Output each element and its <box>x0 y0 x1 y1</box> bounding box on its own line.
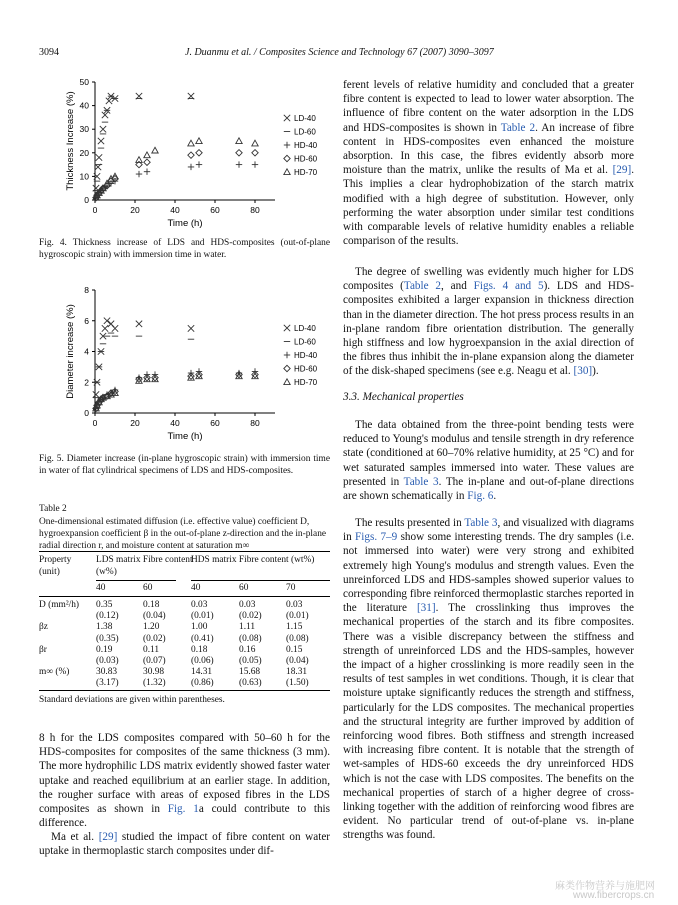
table-cell-value: (0.03) <box>96 655 119 666</box>
legend-marker <box>284 325 290 331</box>
data-point <box>136 321 142 327</box>
table-cell-value: 15.68 <box>239 667 261 678</box>
x-tick-label: 60 <box>210 205 220 215</box>
y-tick-label: 40 <box>79 100 89 111</box>
table-cell-value: 0.18 <box>143 600 160 610</box>
x-tick-label: 40 <box>170 205 180 215</box>
data-point <box>236 138 242 144</box>
data-point <box>252 161 258 167</box>
data-point <box>93 391 99 397</box>
table-cell-value: (0.05) <box>239 655 262 666</box>
table-cell-value: (0.08) <box>286 633 309 644</box>
table-sub-1: 40 <box>96 583 106 593</box>
table-cell-property <box>39 634 96 645</box>
data-point <box>236 161 242 167</box>
x-axis-label: Time (h) <box>167 431 203 442</box>
data-point <box>96 154 102 160</box>
x-tick-label: 0 <box>92 205 98 215</box>
table-cell-value: (0.04) <box>286 655 309 666</box>
figure-5-caption: Fig. 5. Diameter increase (in-plane hygroscopic strain) with immersion time in water of flat cylindrical specimens of LDS and HDS-composites. <box>39 454 330 476</box>
legend-label: HD-40 <box>294 141 318 150</box>
legend-marker <box>284 115 290 121</box>
table-footnote: Standard deviations are given within parentheses. <box>39 695 225 705</box>
watermark-line-1: 麻类作物营养与施肥网 <box>555 881 655 892</box>
data-point <box>188 164 194 170</box>
data-point <box>188 140 194 146</box>
legend-marker <box>284 365 290 371</box>
table-cell-value: 0.03 <box>286 600 303 610</box>
x-tick-label: 80 <box>250 205 260 215</box>
x-tick-label: 0 <box>92 418 98 428</box>
legend-label: HD-70 <box>294 168 318 177</box>
table-cell-value: 0.18 <box>191 644 208 655</box>
y-tick-label: 4 <box>84 346 89 357</box>
table-top-rule <box>39 551 330 552</box>
y-tick-label: 50 <box>79 77 89 87</box>
legend-label: LD-60 <box>294 337 316 347</box>
table-cell-value: 0.11 <box>143 644 160 655</box>
legend-label: HD-60 <box>294 364 318 374</box>
y-tick-label: 6 <box>84 315 89 326</box>
y-tick-label: 0 <box>84 408 89 418</box>
table-cell-value: 1.00 <box>191 622 208 633</box>
table-cell-value: 18.31 <box>286 667 308 678</box>
legend-label: LD-40 <box>294 114 316 123</box>
table-cell-property <box>39 656 96 667</box>
table-cell-value: 0.16 <box>239 644 256 655</box>
table-cell-value: (0.12) <box>96 611 119 622</box>
table-cell-value: (0.07) <box>143 655 166 666</box>
right-paragraph-4: The results presented in Table 3, and visualized with diagrams in Figs. 7–9 show some interesting trends. The dry samples (i.e. not immersed into water) were very strong and exhibited extremely high Young's modulus and strength values. Even the unreinforced LDS and HDS-samples showed superior values to corresponding fibre reinforced thermoplastic starches reported in the literature [31]. The crosslinking thus improves the mechanical properties of the starch and its fibre composites. There was a visible discrepancy between the stiffness and strength of unreinforced LDS and the HDS-samples, however the impact of a higher crosslinking is more readily seen in the results of test samples in wet conditions. Though, it is clear that moisture uptake significantly reduces the strength and stiffness, particularly for the LDS composites. The mechanical properties and the structural integrity are further improved by addition of reinforcing wood fibres. Both stiffness and strength increased with increasing fibre content. It is notable that the strength of wet-samples of HDS-60 exceeds the dry unreinforced HDS which is not the case with LDS composites. The benefits on the mechanical properties of starch of a higher degree of cross-linking together with the addition of reinforcing wood fibres are evident. No particular trend of out-of-plane vs. in-plane strengths was found. <box>343 517 635 842</box>
data-point <box>98 138 104 144</box>
watermark-line-2: www.fibercrops.cn <box>573 890 655 901</box>
table-cell-property <box>39 611 96 622</box>
table-row <box>39 645 330 656</box>
data-point <box>252 140 258 146</box>
table-cell-value: (0.01) <box>286 611 309 622</box>
x-tick-label: 40 <box>170 418 180 428</box>
table-cell-value: (1.50) <box>286 678 309 689</box>
table-cell-value: (0.63) <box>239 678 262 689</box>
table-cell-value: 14.31 <box>191 667 213 678</box>
y-tick-label: 0 <box>84 195 89 205</box>
table-cell-value: (0.04) <box>143 611 166 622</box>
table-cell-value: (0.86) <box>191 678 214 689</box>
table-cell-value: (0.35) <box>96 633 119 644</box>
table-sub-4: 60 <box>239 583 249 593</box>
table-row <box>39 611 330 622</box>
table-cell-value: (3.17) <box>96 678 119 689</box>
table-cell-property: βz <box>39 622 48 633</box>
right-paragraph-3: The data obtained from the three-point bending tests were reduced to Young's modulus and tensile strength in dry reference state (conditioned at 60–70% relative humidity, at 25 °C) and for wet saturated samples immersed into water. These values are presented in Table 3. The in-plane and out-of-plane directions are shown schematically in Fig. 6. <box>343 419 634 503</box>
data-point <box>102 325 108 331</box>
table-row <box>39 600 330 611</box>
table-head-property: Property <box>39 555 72 565</box>
right-paragraph-2: The degree of swelling was evidently much higher for LDS composites (Table 2, and Figs. 4 and 5). LDS and HDS-composites exhibited a larger expansion in thickness direction than in the diameter direction. The hot press process results in an in-plane random fibre orientation distribution. The generally high stiffness and low hygroexpansion in the axial direction of the fibres thus inhibit the in-plane expansion along the diameter of the disk-shaped specimens (see e.g. Neagu et al. [30]). <box>343 266 634 378</box>
table-row <box>39 634 330 645</box>
legend-label: LD-60 <box>294 127 316 137</box>
legend-marker <box>284 169 290 175</box>
table-sub-3: 40 <box>191 583 201 593</box>
table-2-label: Table 2 <box>39 504 67 514</box>
table-head-unit: (unit) <box>39 567 60 577</box>
data-point <box>152 147 158 153</box>
data-point <box>188 325 194 331</box>
y-tick-label: 10 <box>79 171 89 182</box>
data-point <box>144 168 150 174</box>
table-row <box>39 656 330 667</box>
table-cell-value: (0.02) <box>143 633 166 644</box>
table-cell-property <box>39 678 96 689</box>
y-axis-label: Thickness Increase (%) <box>65 91 76 191</box>
table-sub-2: 60 <box>143 583 153 593</box>
x-tick-label: 80 <box>250 418 260 428</box>
data-point <box>144 152 150 158</box>
table-cell-value: (0.08) <box>239 633 262 644</box>
legend-label: HD-70 <box>294 378 318 387</box>
table-cell-property: m∞ (%) <box>39 667 70 678</box>
table-header-rule <box>39 596 330 597</box>
data-point <box>196 150 202 156</box>
table-cell-value: (1.32) <box>143 678 166 689</box>
figure-4-chart <box>55 70 335 230</box>
table-head-hds: HDS matrix Fibre content (wt%) <box>191 555 315 565</box>
table-cell-value: (0.06) <box>191 655 214 666</box>
left-paragraph-1: 8 h for the LDS composites compared with 50–60 h for the HDS-composites for composites of the same thickness (3 mm). The more hydrophilic LDS matrix evidently showed faster water uptake and reached equilibrium at an earlier stage. In addition, the rougher surface with areas of exposed fibres in the LDS composites as shown in Fig. 1a could contribute to this difference. <box>39 732 331 830</box>
table-cell-value: 1.11 <box>239 622 256 633</box>
y-tick-label: 2 <box>84 377 89 388</box>
legend-marker <box>284 155 290 161</box>
y-tick-label: 30 <box>79 124 89 135</box>
table-cell-value: 0.35 <box>96 600 113 610</box>
table-cell-value: 0.03 <box>239 600 256 610</box>
table-cell-value: (0.01) <box>191 611 214 622</box>
data-point <box>236 150 242 156</box>
table-cell-value: 1.20 <box>143 622 160 633</box>
table-cell-value: 30.98 <box>143 667 165 678</box>
left-paragraph-2: Ma et al. [29] studied the impact of fibre content on water uptake in thermoplastic starch composites under dif- <box>39 831 331 858</box>
table-head-lds: LDS matrix Fibre content (w%) <box>96 555 193 577</box>
table-cell-value: (0.41) <box>191 633 214 644</box>
data-point <box>196 161 202 167</box>
y-tick-label: 8 <box>84 285 89 295</box>
data-point <box>144 159 150 165</box>
page-number: 3094 <box>39 47 59 58</box>
table-cell-value: 30.83 <box>96 667 118 678</box>
table-lds-rule <box>96 580 176 581</box>
table-row <box>39 622 330 633</box>
legend-label: HD-60 <box>294 154 318 164</box>
x-tick-label: 60 <box>210 418 220 428</box>
table-body <box>39 600 330 690</box>
legend-label: LD-40 <box>294 324 316 333</box>
table-cell-value: 0.03 <box>191 600 208 610</box>
running-title: J. Duanmu et al. / Composites Science and Technology 67 (2007) 3090–3097 <box>185 47 494 58</box>
section-heading: 3.3. Mechanical properties <box>343 391 464 403</box>
table-row <box>39 678 330 689</box>
data-point <box>112 325 118 331</box>
table-cell-value: (0.02) <box>239 611 262 622</box>
data-point <box>100 126 106 132</box>
table-cell-value: 0.15 <box>286 644 303 655</box>
table-2-caption: One-dimensional estimated diffusion (i.e. effective value) coefficient D, hygroexpansion coefficient β in the out-of-plane z-direction and the in-plane radial direction r, and moisture content at saturation m∞ <box>39 517 327 551</box>
table-cell-value: 1.15 <box>286 622 303 633</box>
figure-5-chart <box>55 280 335 445</box>
legend-marker <box>284 142 290 148</box>
table-row <box>39 667 330 678</box>
table-bottom-rule <box>39 690 330 691</box>
data-point <box>104 318 110 324</box>
legend-marker <box>284 352 290 358</box>
table-cell-value: 0.19 <box>96 644 113 655</box>
data-point <box>196 138 202 144</box>
table-cell-property: βr <box>39 644 47 655</box>
right-paragraph-1: ferent levels of relative humidity and concluded that a greater fibre content is expected to lead to lower water absorption. The influence of fibre content on the water adsorption in the LDS and HDS-composites is shown in Table 2. An increase of fibre content in HDS-composites even enhanced the moisture absorption. In this case, the fibres evidently absorb more moisture than the matrix, unlike the results of Ma et al. [29]. This implies a clear hydrophobization of the starch matrix modified with a high degree of substitution. However, only performing the water absorption under similar test conditions with comparable levels of relative humidity enables a reliable comparison of the results. <box>343 79 634 248</box>
data-point <box>252 150 258 156</box>
data-point <box>136 171 142 177</box>
x-tick-label: 20 <box>130 205 140 215</box>
table-hds-rule <box>191 580 330 581</box>
table-sub-5: 70 <box>286 583 296 593</box>
x-axis-label: Time (h) <box>167 218 203 229</box>
figure-4-caption: Fig. 4. Thickness increase of LDS and HDS-composites (out-of-plane hygroscopic strain) with immersion time in water. <box>39 238 330 260</box>
legend-marker <box>284 379 290 385</box>
x-tick-label: 20 <box>130 418 140 428</box>
data-point <box>188 152 194 158</box>
y-tick-label: 20 <box>79 147 89 158</box>
legend-label: HD-40 <box>294 351 318 360</box>
y-axis-label: Diameter increase (%) <box>65 304 76 399</box>
table-cell-property: D (mm²/h) <box>39 600 80 610</box>
table-cell-value: 1.38 <box>96 622 113 633</box>
